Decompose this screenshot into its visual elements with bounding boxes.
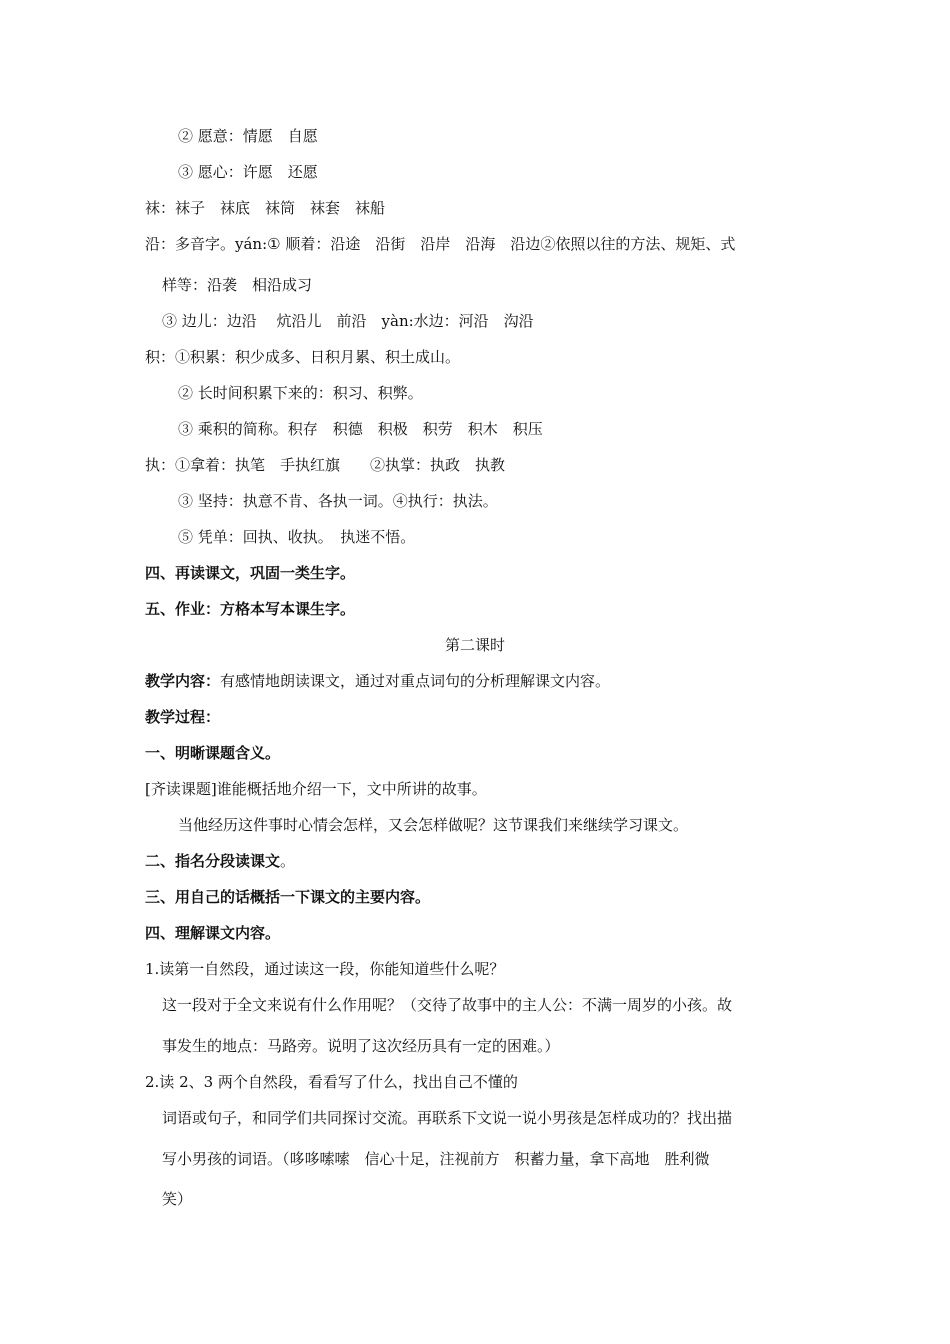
text-line: 袜：袜子 袜底 袜筒 袜套 袜船 [145,199,386,217]
section-heading: 二、指名分段读课文 [145,852,281,870]
text-line: 2.读 2、3 两个自然段，看看写了什么，找出自己不懂的 [145,1073,518,1091]
text-line: 沿：多音字。yán:① 顺着：沿途 沿街 沿岸 沿海 沿边②依照以往的方法、规矩、式 [145,235,736,253]
text-line: ③ 坚持：执意不肯、各执一词。④执行：执法。 [178,492,498,510]
text-line: ③ 乘积的简称。积存 积德 积极 积劳 积木 积压 [178,420,543,438]
text-line: 这一段对于全文来说有什么作用呢？（交待了故事中的主人公：不满一周岁的小孩。故 [162,996,733,1014]
section-heading-line [145,851,295,871]
section-heading: 三、用自己的话概括一下课文的主要内容。 [145,888,431,906]
text-line: 笑） [162,1190,193,1208]
text-line: ③ 愿心：许愿 还愿 [178,163,318,181]
trailing-period: 。 [280,852,296,870]
text-line: ⑤ 凭单：回执、收执。 执迷不悟。 [178,528,416,546]
section-heading: 四、再读课文，巩固一类生字。 [145,564,356,582]
text-line: 当他经历这件事时心情会怎样，又会怎样做呢？这节课我们来继续学习课文。 [178,816,689,834]
text-line: [齐读课题]谁能概括地介绍一下，文中所讲的故事。 [145,780,487,798]
text-line: 事发生的地点：马路旁。说明了这次经历具有一定的困难。） [162,1037,560,1055]
section-heading: 五、作业：方格本写本课生字。 [145,600,356,618]
teaching-content-line [145,671,610,691]
text-line: 执：①拿着：执笔 手执红旗 ②执掌：执政 执教 [145,456,506,474]
text-line: 写小男孩的词语。（哆哆嗦嗦 信心十足，注视前方 积蓄力量，拿下高地 胜利微 [162,1150,710,1168]
text-line: 词语或句子，和同学们共同探讨交流。再联系下文说一说小男孩是怎样成功的？找出描 [162,1109,733,1127]
text-line: ② 长时间积累下来的：积习、积弊。 [178,384,423,402]
text-line: 样等：沿袭 相沿成习 [162,276,313,294]
text-line: 积：①积累：积少成多、日积月累、积土成山。 [145,348,461,366]
section-heading: 一、明晰课题含义。 [145,744,281,762]
section-heading: 四、理解课文内容。 [145,924,281,942]
section-heading: 教学过程： [145,708,221,726]
text-line: ③ 边儿：边沿 炕沿儿 前沿 yàn:水边：河沿 沟沿 [162,312,534,330]
teaching-content-text: 有感情地朗读课文，通过对重点词句的分析理解课文内容。 [220,672,611,690]
text-line: 1.读第一自然段，通过读这一段，你能知道些什么呢？ [145,960,505,978]
teaching-content-label: 教学内容： [145,672,221,690]
text-line: ② 愿意：情愿 自愿 [178,127,318,145]
lesson-title: 第二课时 [444,636,505,654]
